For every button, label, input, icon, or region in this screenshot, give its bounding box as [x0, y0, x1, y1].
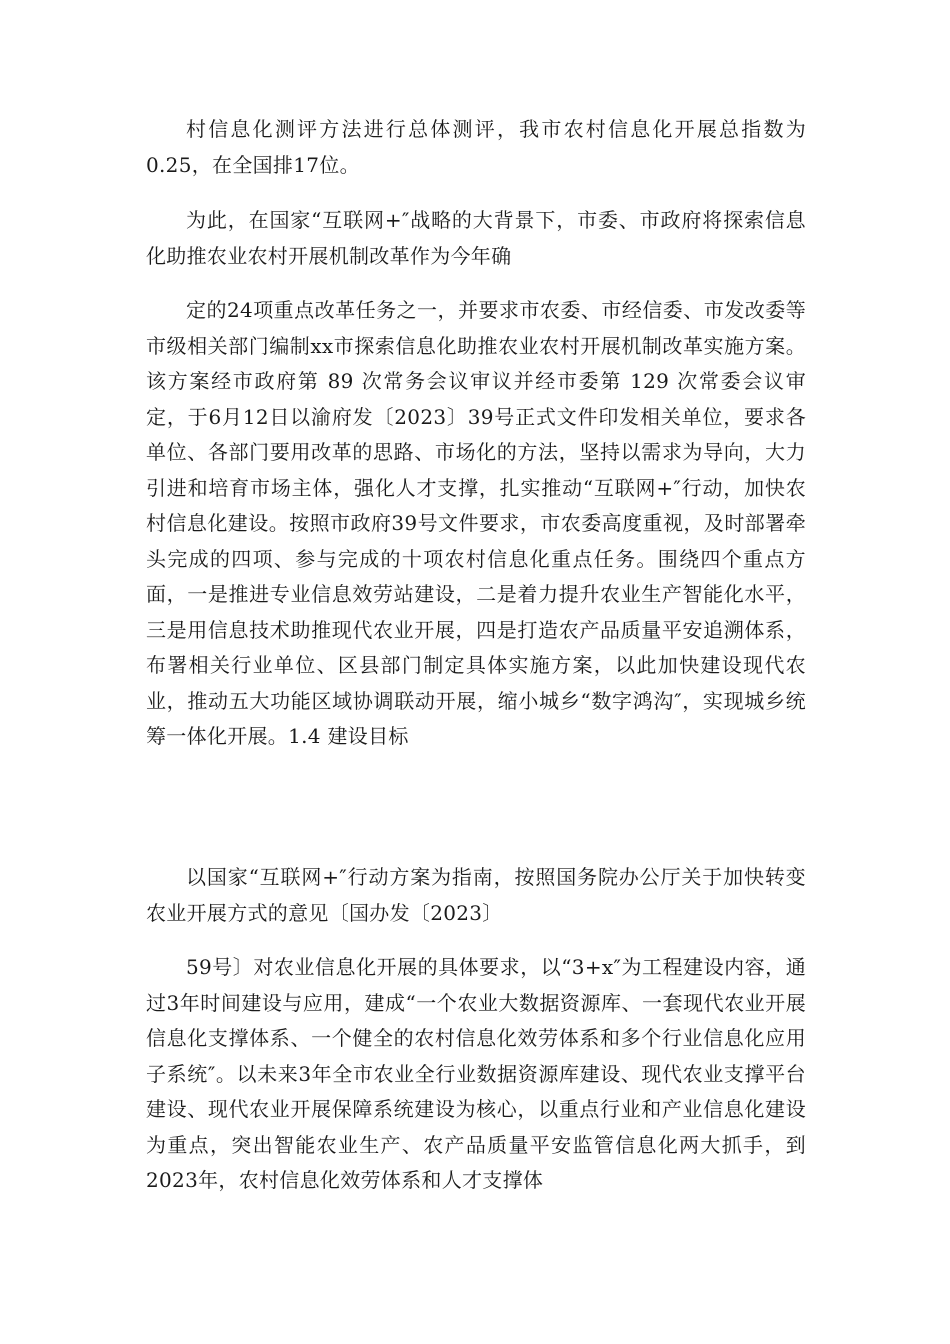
paragraph-4: 以国家“互联网+″行动方案为指南，按照国务院办公厅关于加快转变农业开展方式的意见〔国办发〔2023〕 [146, 865, 806, 925]
paragraph-5: 59号〕对农业信息化开展的具体要求，以“3+x″为工程建设内容，通过3年时间建设与应用，建成“一个农业大数据资源库、一套现代农业开展信息化支撑体系、一个健全的农村信息化效劳体系和多个行业信息化应用子系统″。以未来3年全市农业全行业数据资源库建设、现代农业支撑平台建设、现代农业开展保障系统建设为核心，以重点行业和产业信息化建设为重点，突出智能农业生产、农产品质量平安监管信息化两大抓手，到2023年，农村信息化效劳体系和人才支撑体 [146, 955, 806, 1192]
paragraph-3: 定的24项重点改革任务之一，并要求市农委、市经信委、市发改委等市级相关部门编制xx市探索信息化助推农业农村开展机制改革实施方案。该方案经市政府第 89 次常务会议审议并经市委第 129 次常委会议审定，于6月12日以渝府发〔2023〕39号正式文件印发相关单位，要求各单位、各部门要用改革的思路、市场化的方法，坚持以需求为导向，大力引进和培育市场主体，强化人才支撑，扎实推动“互联网+″行动，加快农村信息化建设。按照市政府39号文件要求，市农委高度重视，及时部署牵头完成的四项、参与完成的十项农村信息化重点任务。围绕四个重点方面，一是推进专业信息效劳站建设，二是着力提升农业生产智能化水平，三是用信息技术助推现代农业开展，四是打造农产品质量平安追溯体系，布署相关行业单位、区县部门制定具体实施方案，以此加快建设现代农业，推动五大功能区域协调联动开展，缩小城乡“数字鸿沟″，实现城乡统筹一体化开展。1.4 建设目标 [146, 298, 806, 748]
paragraph-2: 为此，在国家“互联网+″战略的大背景下，市委、市政府将探索信息化助推农业农村开展机制改革作为今年确 [146, 208, 806, 268]
paragraph-1: 村信息化测评方法进行总体测评，我市农村信息化开展总指数为0.25，在全国排17位。 [146, 117, 806, 177]
